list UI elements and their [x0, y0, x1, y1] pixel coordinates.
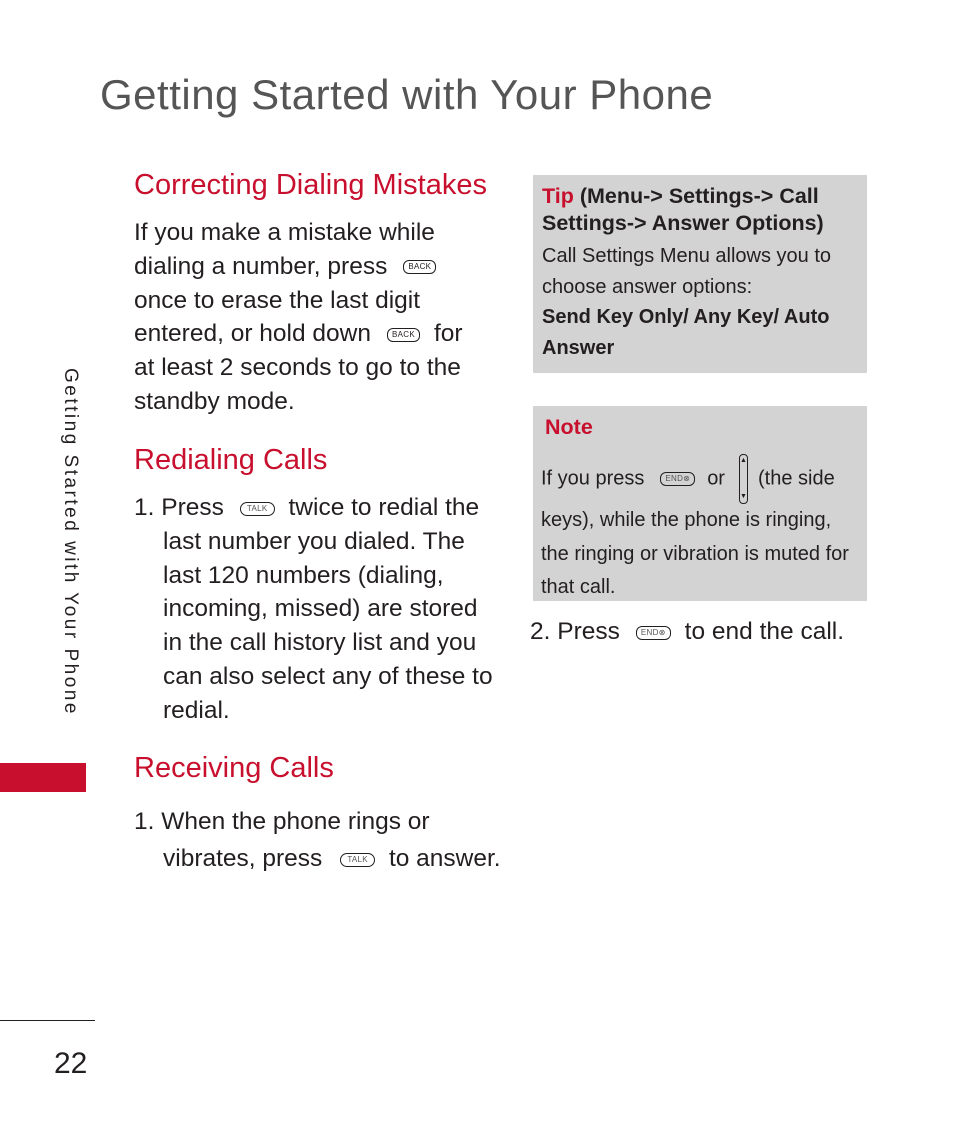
text-line: that call.: [541, 576, 616, 598]
text-line: keys), while the phone is ringing,: [541, 509, 832, 531]
text-line: vibrates, press: [163, 845, 323, 872]
text-line: entered, or hold down: [134, 320, 371, 348]
note-body: [541, 454, 849, 605]
text-line: last number you dialed. The: [163, 527, 465, 555]
text-line: 1. When the phone rings or: [134, 808, 430, 835]
text-line: dialing a number, press: [134, 252, 388, 280]
tip-heading: [542, 183, 824, 237]
text-line: 2. Press: [530, 618, 620, 645]
back-key-icon: BACK: [403, 260, 436, 274]
text-line: once to erase the last digit: [134, 286, 421, 314]
text-line: incoming, missed) are stored: [163, 595, 478, 623]
receiving-list-item: [134, 803, 501, 877]
text-line: at least 2 seconds to go to the: [134, 354, 461, 382]
text-line: in the call history list and you: [163, 629, 477, 657]
text-line: (the side: [757, 467, 835, 490]
tip-box: [533, 175, 867, 373]
section-tab-marker: [0, 763, 86, 792]
end-call-list-item: [530, 615, 890, 649]
side-section-label: Getting Started with Your Phone: [60, 368, 81, 716]
tip-body: [542, 241, 831, 363]
text-line: last 120 numbers (dialing,: [163, 561, 444, 589]
redialing-list-item: [134, 491, 494, 728]
text-line: choose answer options:: [542, 275, 753, 298]
heading-receiving-calls: Receiving Calls: [134, 752, 334, 784]
text-line: to end the call.: [684, 618, 845, 645]
text-line: can also select any of these to: [163, 662, 493, 690]
talk-key-icon: TALK: [340, 853, 375, 867]
text-line: or: [707, 467, 725, 490]
tip-options: Send Key Only/ Any Key/ Auto: [542, 306, 830, 328]
side-volume-keys-icon: ▲ ▼: [739, 454, 748, 504]
correcting-paragraph: [134, 216, 484, 419]
tip-label: Tip: [542, 184, 574, 208]
page-title: Getting Started with Your Phone: [100, 71, 714, 118]
text-line: If you make a mistake while: [134, 219, 435, 246]
heading-redialing-calls: Redialing Calls: [134, 444, 328, 476]
tip-options: Answer: [542, 336, 615, 359]
tip-menu-path: Settings-> Answer Options): [542, 211, 824, 235]
text-line: the ringing or vibration is muted for: [541, 542, 849, 565]
tip-menu-path: (Menu-> Settings-> Call: [579, 184, 819, 208]
text-line: for: [434, 320, 463, 348]
back-key-icon: BACK: [387, 328, 420, 342]
text-line: twice to redial the: [288, 494, 480, 521]
end-key-icon: END⊗: [636, 626, 671, 640]
text-line: 1. Press: [134, 494, 224, 521]
page-number: 22: [54, 1047, 88, 1080]
text-line: If you press: [541, 467, 645, 490]
end-key-icon: END⊗: [660, 472, 695, 486]
text-line: to answer.: [388, 845, 501, 872]
text-line: Call Settings Menu allows you to: [542, 245, 832, 267]
note-label: Note: [545, 415, 593, 439]
heading-correcting-dialing-mistakes: Correcting Dialing Mistakes: [134, 169, 487, 201]
text-line: standby mode.: [134, 387, 295, 415]
footer-divider: [0, 1020, 95, 1021]
note-box: [533, 406, 867, 601]
text-line: redial.: [163, 696, 230, 724]
talk-key-icon: TALK: [240, 502, 275, 516]
